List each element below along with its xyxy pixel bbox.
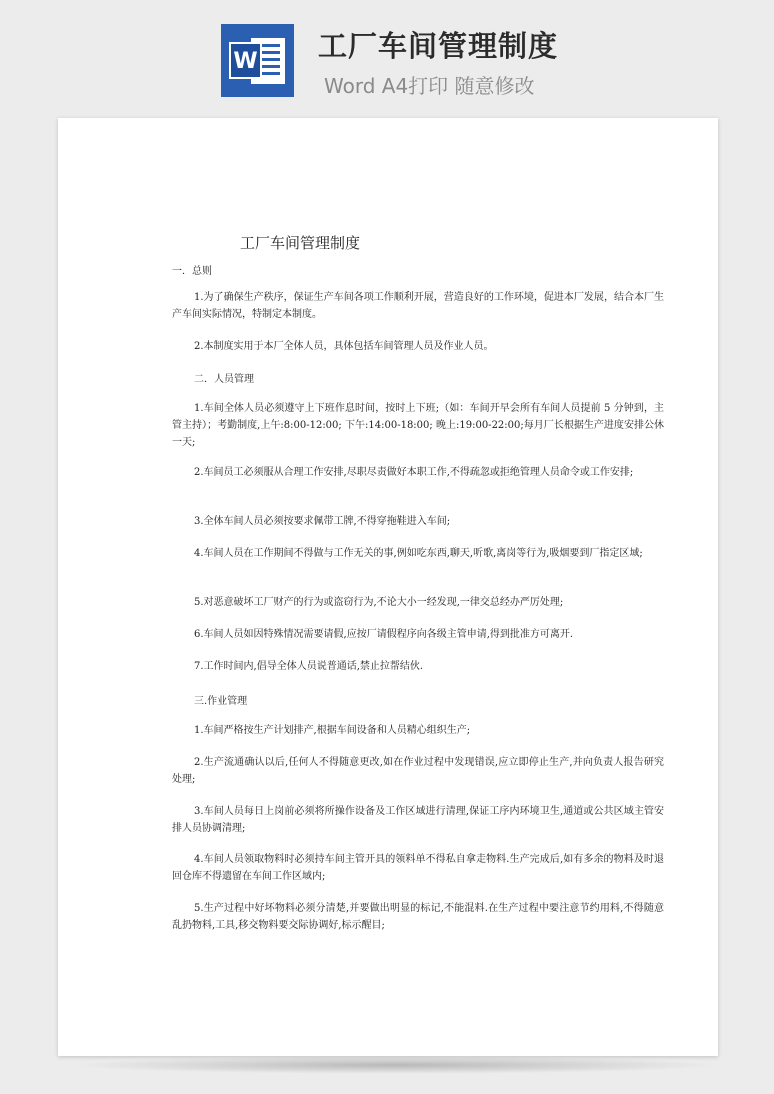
section-heading-general: 一．总则 xyxy=(172,266,212,277)
header-banner xyxy=(0,0,774,112)
paragraph: 4.车间人员领取物料时必须持车间主管开具的领料单不得私自拿走物料.生产完成后,如有多余的物料及时退回仓库不得遗留在车间工作区域内; xyxy=(172,854,664,882)
banner-subtitle: Word A4打印 随意修改 xyxy=(324,74,535,98)
paragraph: 7.工作时间内,倡导全体人员说普通话,禁止拉帮结伙. xyxy=(194,661,424,672)
document-title: 工厂车间管理制度 xyxy=(240,234,361,252)
section-heading-operations: 三.作业管理 xyxy=(194,696,248,707)
paragraph: 2.本制度实用于本厂全体人员，具体包括车间管理人员及作业人员。 xyxy=(194,341,494,352)
paragraph: 1.车间全体人员必须遵守上下班作息时间，按时上下班;（如：车间开早会所有车间人员提前 5 分钟到，主管主持）；考勤制度,上午:8:00-12:00; 下午:14:00-18:00; 晚上:19:00-22:00;每月厂长根据生产进度安排公休一天; xyxy=(172,403,664,448)
document-page xyxy=(58,118,718,1056)
word-logo-letter: W xyxy=(233,49,258,74)
page-shadow xyxy=(70,1056,720,1074)
paragraph: 1.为了确保生产秩序，保证生产车间各项工作顺利开展，营造良好的工作环境，促进本厂发展，结合本厂生产车间实际情况，特制定本制度。 xyxy=(172,292,664,320)
section-heading-personnel: 二．人员管理 xyxy=(194,374,254,385)
word-app-icon xyxy=(221,24,294,97)
banner-title: 工厂车间管理制度 xyxy=(318,29,559,63)
paragraph: 5.生产过程中好坏物料必须分清楚,并要做出明显的标记,不能混料.在生产过程中要注意节约用料,不得随意乱扔物料,工具,移交物料要交际协调好,标示醒目; xyxy=(172,903,664,931)
paragraph: 2.车间员工必须服从合理工作安排,尽职尽责做好本职工作,不得疏忽或拒绝管理人员命令或工作安排; xyxy=(194,467,634,478)
paragraph: 5.对恶意破坏工厂财产的行为或盗窃行为,不论大小一经发现,一律交总经办严厉处理; xyxy=(194,597,564,608)
paragraph: 4.车间人员在工作期间不得做与工作无关的事,例如吃东西,聊天,听歌,离岗等行为,吸烟要到厂指定区域; xyxy=(194,548,643,559)
paragraph: 6.车间人员如因特殊情况需要请假,应按厂请假程序向各级主管申请,得到批准方可离开. xyxy=(194,629,574,640)
paragraph: 3.全体车间人员必须按要求佩带工牌,不得穿拖鞋进入车间; xyxy=(194,516,451,527)
paragraph: 1.车间严格按生产计划排产,根据车间设备和人员精心组织生产; xyxy=(194,725,471,736)
paragraph: 3.车间人员每日上岗前必须将所操作设备及工作区域进行清理,保证工序内环境卫生,通道或公共区域主管安排人员协调清理; xyxy=(172,806,664,834)
paragraph: 2.生产流通确认以后,任何人不得随意更改,如在作业过程中发现错误,应立即停止生产,并向负责人报告研究处理; xyxy=(172,757,664,785)
